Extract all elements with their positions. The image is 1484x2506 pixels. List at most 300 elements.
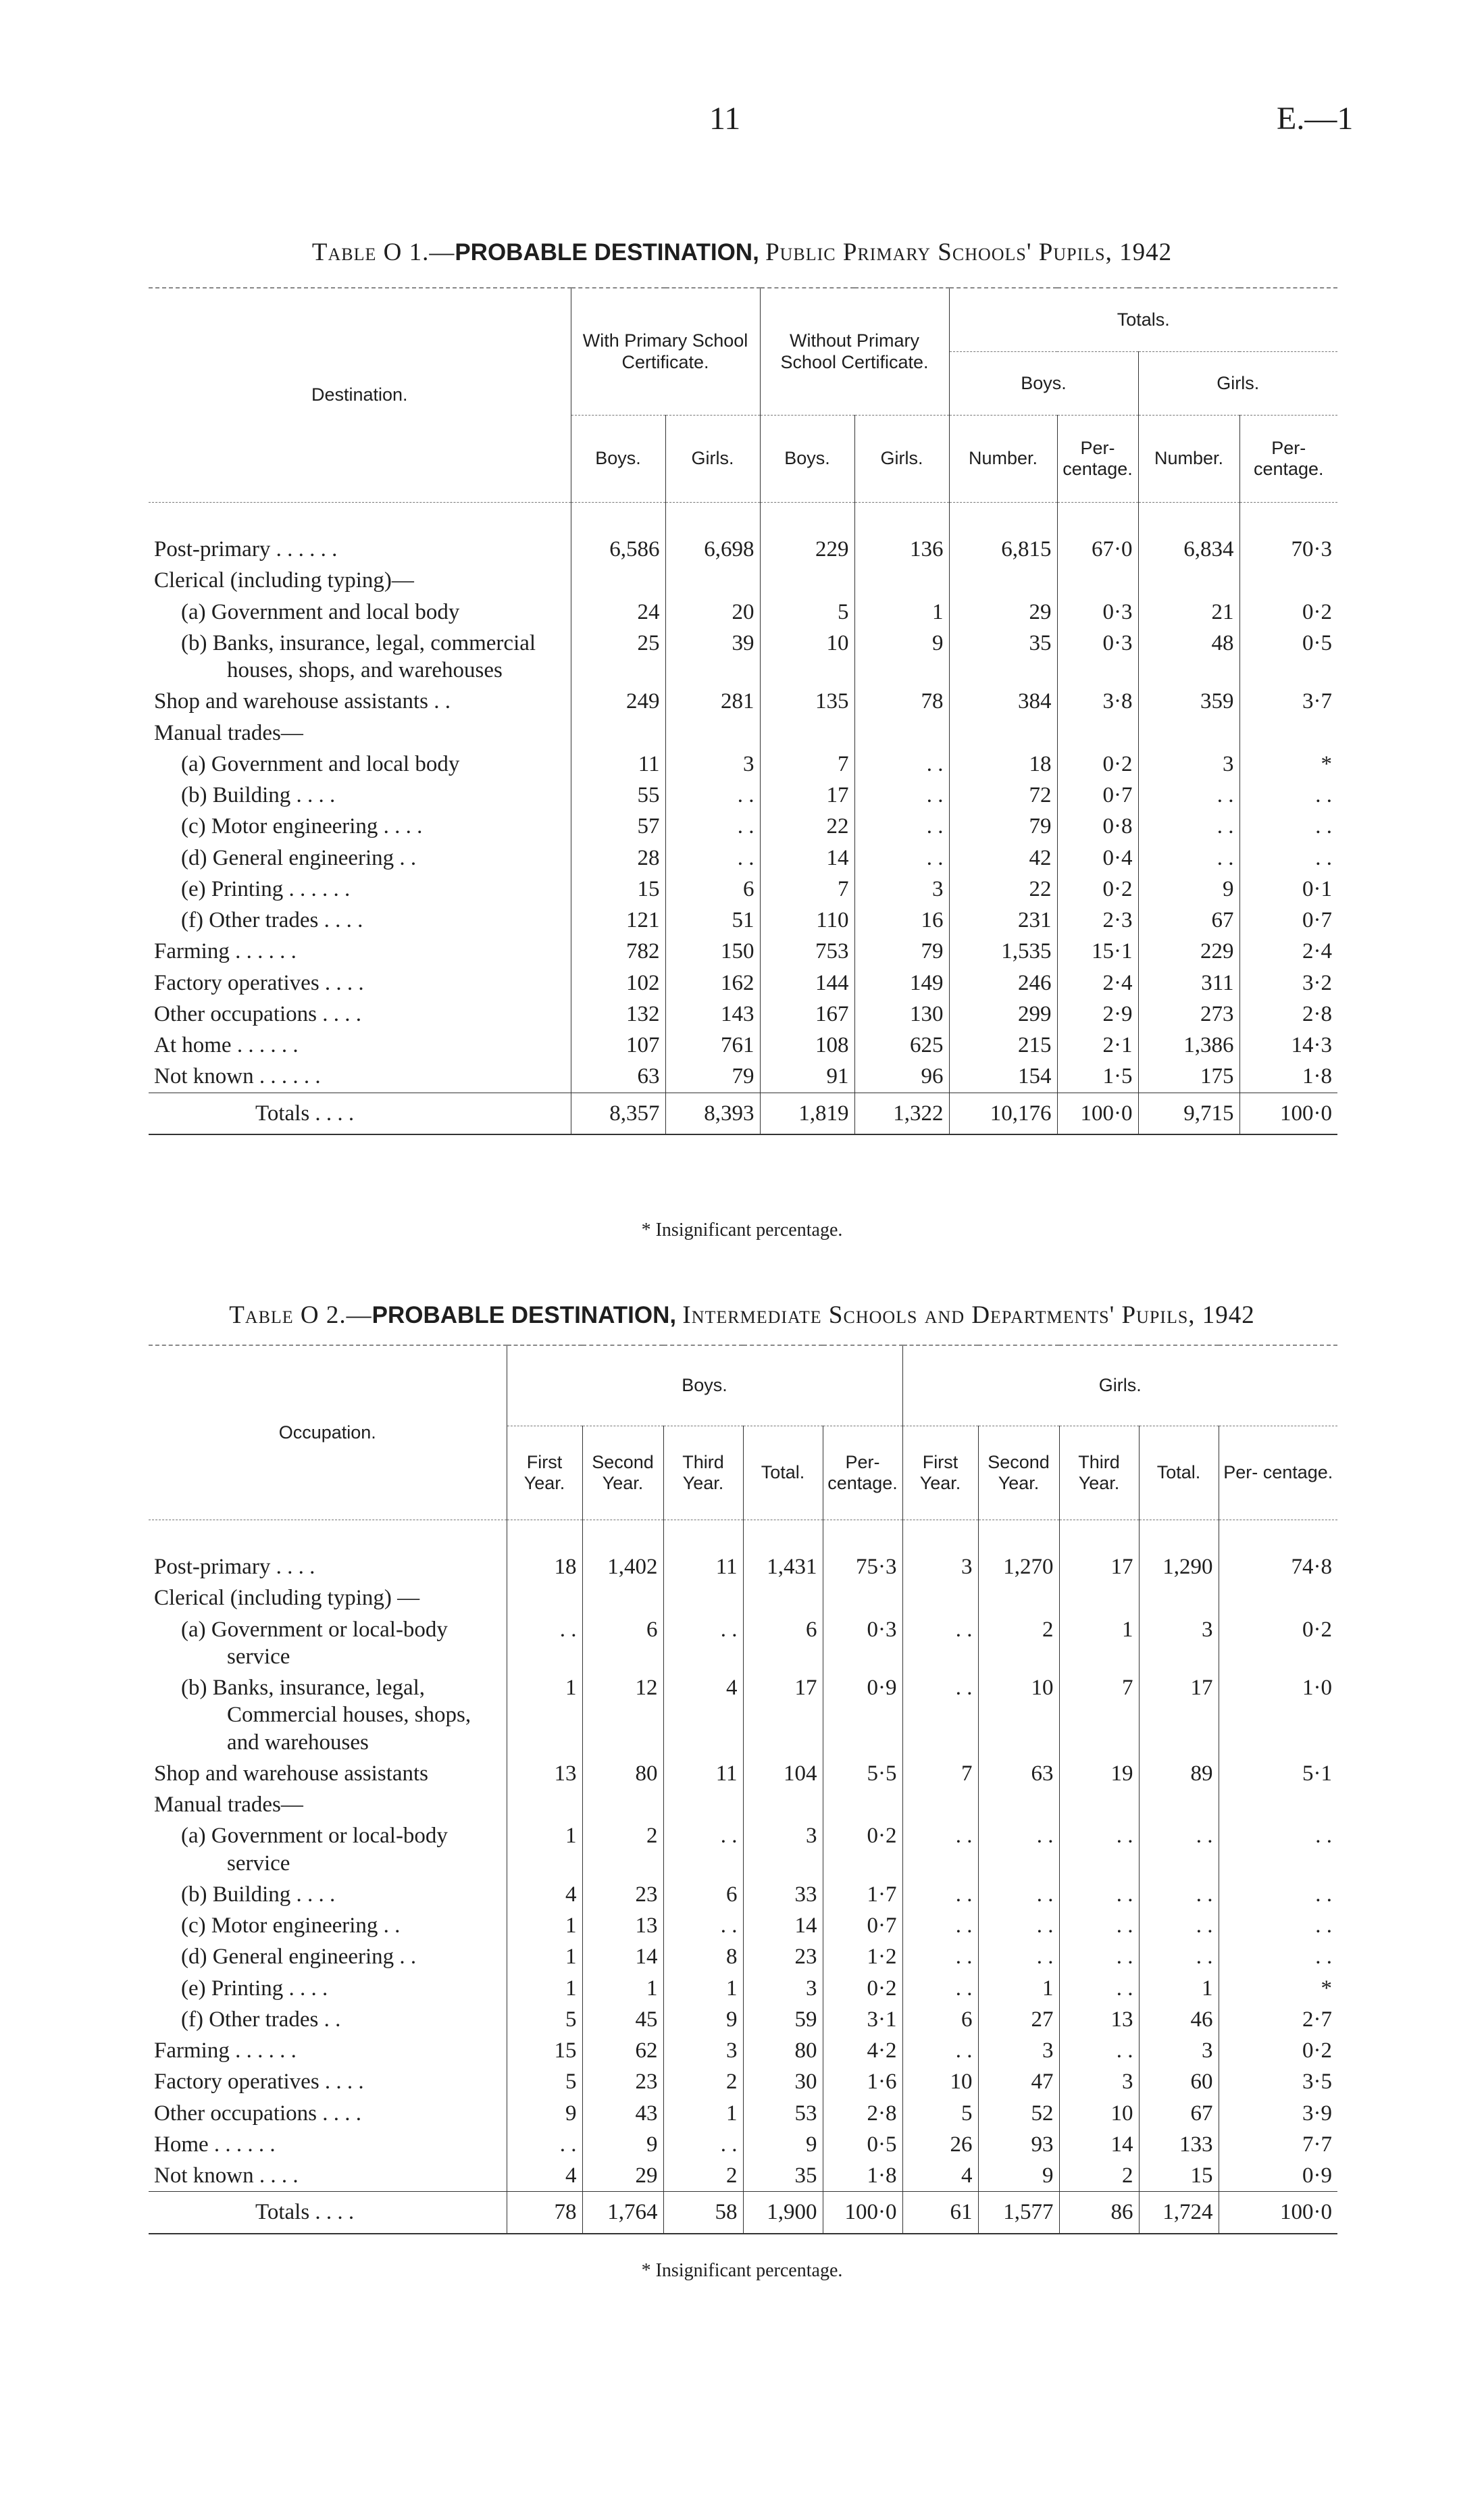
table-row [149, 1820, 1337, 1879]
table-cell: 1 [854, 597, 949, 628]
table-cell: 26 [902, 2129, 978, 2160]
table-cell [902, 1789, 978, 1820]
table-cell: 299 [949, 999, 1057, 1030]
table-cell: 273 [1138, 999, 1239, 1030]
table-cell: 231 [949, 905, 1057, 936]
table-cell: 20 [665, 597, 760, 628]
row-label [149, 2098, 507, 2129]
table-cell: 5 [507, 2004, 582, 2035]
spacer-cell [665, 503, 760, 534]
table-cell: 1,322 [854, 1093, 949, 1134]
table-cell: . . [902, 1941, 978, 1972]
table-cell [507, 1582, 582, 1613]
table-cell: 5 [507, 2066, 582, 2097]
row-label-text: Farming . . . . . . [154, 2038, 297, 2063]
table-cell: 1·7 [823, 1879, 902, 1910]
table-row [149, 1758, 1337, 1789]
table-cell: 6 [665, 874, 760, 905]
table-cell: . . [902, 1614, 978, 1673]
table-cell: 104 [743, 1758, 823, 1789]
spacer-cell [902, 1520, 978, 1552]
table-row [149, 628, 1337, 686]
table-cell: 57 [571, 811, 665, 842]
table-cell: 0·1 [1239, 874, 1337, 905]
table-cell: . . [978, 1910, 1059, 1941]
table-cell: 3·8 [1057, 686, 1138, 717]
table-cell: 3 [665, 749, 760, 780]
table-cell: . . [665, 780, 760, 811]
table-cell: 17 [1139, 1672, 1219, 1758]
row-label-text: Post-primary . . . . . . [154, 537, 338, 561]
table-cell: 4 [507, 2160, 582, 2192]
table-cell: 11 [663, 1551, 743, 1582]
table-cell [823, 1789, 902, 1820]
table-cell [743, 1582, 823, 1613]
table-cell: . . [902, 1973, 978, 2004]
table-cell: 16 [854, 905, 949, 936]
table-cell: 9 [663, 2004, 743, 2035]
row-label [149, 1582, 507, 1613]
table-cell: 3·7 [1239, 686, 1337, 717]
row-label-text: (e) Printing . . . . . . [181, 876, 351, 901]
table-cell: . . [1059, 1941, 1139, 1972]
table-row [149, 1941, 1337, 1972]
table-cell: 4 [902, 2160, 978, 2192]
table-cell: 100·0 [823, 2192, 902, 2234]
table-cell: 3 [1138, 749, 1239, 780]
table-cell: 19 [1059, 1758, 1139, 1789]
table-cell: 61 [902, 2192, 978, 2234]
table-row [149, 1030, 1337, 1061]
table-row [149, 2098, 1337, 2129]
row-label [149, 597, 571, 628]
table-cell: . . [663, 1820, 743, 1879]
table2-header-boys-percentage: Per- centage. [823, 1426, 902, 1520]
table-cell: . . [663, 1614, 743, 1673]
table-cell: 2 [1059, 2160, 1139, 2192]
table-row [149, 936, 1337, 967]
table-cell: 1,819 [760, 1093, 854, 1134]
table-cell [1059, 1789, 1139, 1820]
table-cell: . . [663, 1910, 743, 1941]
spacer-cell [571, 503, 665, 534]
table-cell: 3 [1059, 2066, 1139, 2097]
spacer-cell [978, 1520, 1059, 1552]
table2-header-boys: Boys. [507, 1345, 902, 1426]
row-label [149, 905, 571, 936]
table-cell: 59 [743, 2004, 823, 2035]
table2-header-occupation: Occupation. [149, 1345, 507, 1520]
row-label-text: Other occupations . . . . [154, 2101, 362, 2126]
table-cell: 13 [507, 1758, 582, 1789]
table-cell: 72 [949, 780, 1057, 811]
table-cell: 7 [1059, 1672, 1139, 1758]
table-cell: . . [1138, 780, 1239, 811]
table-cell: 7 [902, 1758, 978, 1789]
table-cell: * [1219, 1973, 1337, 2004]
table-cell: 359 [1138, 686, 1239, 717]
table-cell: 23 [582, 1879, 663, 1910]
row-label [149, 1551, 507, 1582]
table-cell: 2·3 [1057, 905, 1138, 936]
table-cell [1059, 1582, 1139, 1613]
table-cell: 22 [949, 874, 1057, 905]
table-row [149, 2066, 1337, 2097]
row-label-text: (a) Government and local body [181, 751, 460, 776]
row-label-text: (d) General engineering . . [181, 1945, 417, 1970]
table-cell: . . [1239, 780, 1337, 811]
table-cell: 384 [949, 686, 1057, 717]
table-cell: 60 [1139, 2066, 1219, 2097]
table-cell [902, 1582, 978, 1613]
row-label [149, 1879, 507, 1910]
table-cell: 1·8 [823, 2160, 902, 2192]
table-cell: 135 [760, 686, 854, 717]
table2-header-girls-first-year: First Year. [902, 1426, 978, 1520]
page-reference: E.—1 [1277, 101, 1354, 136]
table-cell: 229 [1138, 936, 1239, 967]
row-label [149, 1820, 507, 1879]
table-row [149, 1582, 1337, 1613]
row-label [149, 565, 571, 596]
table-cell: 14 [1059, 2129, 1139, 2160]
table-cell: 74·8 [1219, 1551, 1337, 1582]
table-cell: 175 [1138, 1061, 1239, 1093]
table-cell: 10 [1059, 2098, 1139, 2129]
table-cell: 1 [507, 1973, 582, 2004]
table1-header-totals-girls: Girls. [1138, 352, 1337, 416]
table-cell: 1 [978, 1973, 1059, 2004]
table-cell: 17 [1059, 1551, 1139, 1582]
table-cell: 0·5 [823, 2129, 902, 2160]
table1-header-with-girls: Girls. [665, 416, 760, 503]
row-label [149, 1941, 507, 1972]
row-label-text: (f) Other trades . . [181, 2007, 341, 2032]
table-cell: 133 [1139, 2129, 1219, 2160]
table-row [149, 1551, 1337, 1582]
table-cell: 25 [571, 628, 665, 686]
row-label [149, 1910, 507, 1941]
row-label [149, 1973, 507, 2004]
table-cell: . . [854, 843, 949, 874]
table1-body [149, 503, 1337, 1134]
table-cell: . . [854, 811, 949, 842]
table2-body [149, 1520, 1337, 2234]
table-cell: . . [902, 1820, 978, 1879]
row-label-text: Post-primary . . . . [154, 1555, 315, 1579]
table2-header-boys-total: Total. [743, 1426, 823, 1520]
table-cell: 3 [978, 2035, 1059, 2066]
table-cell: . . [507, 2129, 582, 2160]
table-cell: 2·8 [1239, 999, 1337, 1030]
table-cell: 100·0 [1239, 1093, 1337, 1134]
table-cell: 167 [760, 999, 854, 1030]
table-cell: 0·3 [823, 1614, 902, 1673]
table-cell: 2 [663, 2066, 743, 2097]
row-label [149, 749, 571, 780]
table1 [149, 287, 1337, 1135]
table-cell: 0·2 [823, 1973, 902, 2004]
table-cell: 121 [571, 905, 665, 936]
table-cell: 14·3 [1239, 1030, 1337, 1061]
row-label-text: Not known . . . . [154, 2163, 299, 2188]
table-cell [1239, 565, 1337, 596]
table-cell: 5·5 [823, 1758, 902, 1789]
table-cell: . . [1059, 1973, 1139, 2004]
table1-title [0, 238, 1484, 267]
table-cell: 33 [743, 1879, 823, 1910]
table-row [149, 2160, 1337, 2192]
table-cell: . . [1139, 1879, 1219, 1910]
table-cell: 4 [507, 1879, 582, 1910]
row-label-text: Factory operatives . . . . [154, 970, 364, 995]
table-row [149, 2004, 1337, 2035]
table-row [149, 811, 1337, 842]
table-cell: 1,290 [1139, 1551, 1219, 1582]
row-label-text: Home . . . . . . [154, 2132, 276, 2157]
table2-header-girls-percentage: Per- centage. [1219, 1426, 1337, 1520]
table-cell: 10,176 [949, 1093, 1057, 1134]
table-cell [663, 1789, 743, 1820]
table-row [149, 843, 1337, 874]
table1-header-girls-percentage: Per- centage. [1239, 416, 1337, 503]
table-cell: 15 [571, 874, 665, 905]
table-cell: . . [1239, 843, 1337, 874]
row-label [149, 1030, 571, 1061]
spacer-cell [1139, 1520, 1219, 1552]
table1-header-destination: Destination. [149, 288, 571, 503]
table-row [149, 1879, 1337, 1910]
table-cell [1239, 718, 1337, 749]
row-label [149, 999, 571, 1030]
table-cell: . . [665, 811, 760, 842]
table-cell: 144 [760, 968, 854, 999]
row-label [149, 1758, 507, 1789]
table-cell: 143 [665, 999, 760, 1030]
table-cell: 62 [582, 2035, 663, 2066]
spacer-cell [743, 1520, 823, 1552]
table1-header-without-boys: Boys. [760, 416, 854, 503]
table-row [149, 1910, 1337, 1941]
table1-footnote: * Insignificant percentage. [641, 1220, 843, 1241]
table-cell: 3·5 [1219, 2066, 1337, 2097]
table-cell: 63 [978, 1758, 1059, 1789]
row-label [149, 1614, 507, 1673]
table-cell: 107 [571, 1030, 665, 1061]
table-cell: 9 [1138, 874, 1239, 905]
table-cell: 35 [949, 628, 1057, 686]
table-cell: 1·0 [1219, 1672, 1337, 1758]
table-cell [760, 718, 854, 749]
table-cell: 45 [582, 2004, 663, 2035]
table1-title-bold: PROBABLE DESTINATION, [455, 239, 759, 266]
table-cell [582, 1789, 663, 1820]
table-cell: 15 [507, 2035, 582, 2066]
table-cell: . . [1219, 1820, 1337, 1879]
table-cell: 86 [1059, 2192, 1139, 2234]
row-label [149, 936, 571, 967]
table-cell: 5·1 [1219, 1758, 1337, 1789]
table-cell: 229 [760, 534, 854, 565]
table-cell [1057, 565, 1138, 596]
table-cell: 29 [582, 2160, 663, 2192]
table1-header-without-cert: Without Primary School Certificate. [760, 288, 949, 416]
table-cell: 58 [663, 2192, 743, 2234]
table-cell: 79 [949, 811, 1057, 842]
table-cell [582, 1582, 663, 1613]
table-cell: . . [854, 780, 949, 811]
table-cell: 75·3 [823, 1551, 902, 1582]
row-label [149, 843, 571, 874]
table-cell: 0·4 [1057, 843, 1138, 874]
table-cell: 1 [663, 2098, 743, 2129]
table-cell: 0·7 [1239, 905, 1337, 936]
table-cell: 311 [1138, 968, 1239, 999]
table-cell: 3 [1139, 2035, 1219, 2066]
table-cell: 9 [582, 2129, 663, 2160]
table-cell: 6,834 [1138, 534, 1239, 565]
table-cell: 0·7 [823, 1910, 902, 1941]
table-cell: 1·8 [1239, 1061, 1337, 1093]
table-cell: 93 [978, 2129, 1059, 2160]
spacer-cell [854, 503, 949, 534]
table-cell: 67 [1139, 2098, 1219, 2129]
table-cell [949, 565, 1057, 596]
spacer-cell [149, 503, 571, 534]
row-label [149, 1789, 507, 1820]
table-cell: . . [1059, 1910, 1139, 1941]
table-cell [854, 718, 949, 749]
table-cell [978, 1789, 1059, 1820]
table-cell: . . [1139, 1820, 1219, 1879]
row-label-text: (a) Government and local body [181, 599, 460, 624]
spacer-cell [949, 503, 1057, 534]
table-cell: 1 [507, 1820, 582, 1879]
table-cell: 96 [854, 1061, 949, 1093]
table-cell: 0·2 [1057, 749, 1138, 780]
table-cell: 2 [582, 1820, 663, 1879]
table-cell: 1,577 [978, 2192, 1059, 2234]
table-cell: . . [978, 1879, 1059, 1910]
table-cell: 0·9 [1219, 2160, 1337, 2192]
table-cell: 782 [571, 936, 665, 967]
table-cell: 17 [760, 780, 854, 811]
table-row [149, 565, 1337, 596]
table-cell: 39 [665, 628, 760, 686]
table-cell: . . [1219, 1941, 1337, 1972]
table-cell [665, 565, 760, 596]
table2-header-girls-third-year: Third Year. [1059, 1426, 1139, 1520]
table-cell: 27 [978, 2004, 1059, 2035]
table-cell: . . [1059, 2035, 1139, 2066]
row-label-text: (d) General engineering . . [181, 845, 417, 870]
table-cell: 3·9 [1219, 2098, 1337, 2129]
table-cell [665, 718, 760, 749]
table-cell [949, 718, 1057, 749]
row-label [149, 2129, 507, 2160]
table-cell: 78 [854, 686, 949, 717]
table-cell: 9 [743, 2129, 823, 2160]
table-cell: 6 [582, 1614, 663, 1673]
table-cell: 23 [582, 2066, 663, 2097]
table-cell [1139, 1582, 1219, 1613]
table-cell: 0·7 [1057, 780, 1138, 811]
table-cell: 12 [582, 1672, 663, 1758]
table-cell: 249 [571, 686, 665, 717]
row-label-text: (a) Government or local-body service [181, 1824, 448, 1876]
row-label [149, 2160, 507, 2192]
table-cell [1139, 1789, 1219, 1820]
table-cell: 29 [949, 597, 1057, 628]
table-cell: 15 [1139, 2160, 1219, 2192]
table-cell: 4 [663, 1672, 743, 1758]
spacer-cell [760, 503, 854, 534]
table2-title-bold: PROBABLE DESTINATION, [372, 1302, 677, 1328]
row-label-text: (b) Banks, insurance, legal, commercial houses, shops, and warehouses [181, 630, 536, 682]
table2-title-prefix: Table O 2.— [229, 1301, 372, 1329]
spacer-cell [1057, 503, 1138, 534]
table-row [149, 1061, 1337, 1093]
table-cell: 761 [665, 1030, 760, 1061]
table-cell: 100·0 [1219, 2192, 1337, 2234]
spacer-cell [1059, 1520, 1139, 1552]
table-cell: 78 [507, 2192, 582, 2234]
table-cell: 30 [743, 2066, 823, 2097]
table-cell: . . [978, 1820, 1059, 1879]
table-cell [760, 565, 854, 596]
table-cell: . . [1239, 811, 1337, 842]
table-cell: 2·7 [1219, 2004, 1337, 2035]
row-label-text: Farming . . . . . . [154, 939, 297, 964]
table-cell: 130 [854, 999, 949, 1030]
table-cell [978, 1582, 1059, 1613]
table-cell: . . [1139, 1941, 1219, 1972]
table-cell: 110 [760, 905, 854, 936]
table-cell: 52 [978, 2098, 1059, 2129]
row-label-text: Shop and warehouse assistants [154, 1761, 429, 1786]
table-cell: 67·0 [1057, 534, 1138, 565]
table-cell: 4·2 [823, 2035, 902, 2066]
table-cell: 2 [978, 1614, 1059, 1673]
table-cell: 11 [663, 1758, 743, 1789]
row-label [149, 2004, 507, 2035]
table-cell: 1,764 [582, 2192, 663, 2234]
table2-header-boys-third-year: Third Year. [663, 1426, 743, 1520]
table-cell: . . [902, 1672, 978, 1758]
table-cell: 6,586 [571, 534, 665, 565]
table-cell: 89 [1139, 1758, 1219, 1789]
table-cell [507, 1789, 582, 1820]
table-cell: . . [1138, 811, 1239, 842]
table-cell: 1 [507, 1941, 582, 1972]
table-cell: 1·2 [823, 1941, 902, 1972]
table-cell: 102 [571, 968, 665, 999]
table-cell: 6,815 [949, 534, 1057, 565]
table-cell: 11 [571, 749, 665, 780]
table-cell: 2·9 [1057, 999, 1138, 1030]
table2-title [0, 1301, 1484, 1330]
table-cell: 1·5 [1057, 1061, 1138, 1093]
table-cell [1219, 1789, 1337, 1820]
row-label [149, 874, 571, 905]
table1-header-with-cert: With Primary School Certificate. [571, 288, 760, 416]
row-label [149, 718, 571, 749]
table-cell [571, 565, 665, 596]
table-cell: . . [1138, 843, 1239, 874]
table-cell: 1 [1139, 1973, 1219, 2004]
table-cell: 14 [582, 1941, 663, 1972]
table-cell: 8 [663, 1941, 743, 1972]
